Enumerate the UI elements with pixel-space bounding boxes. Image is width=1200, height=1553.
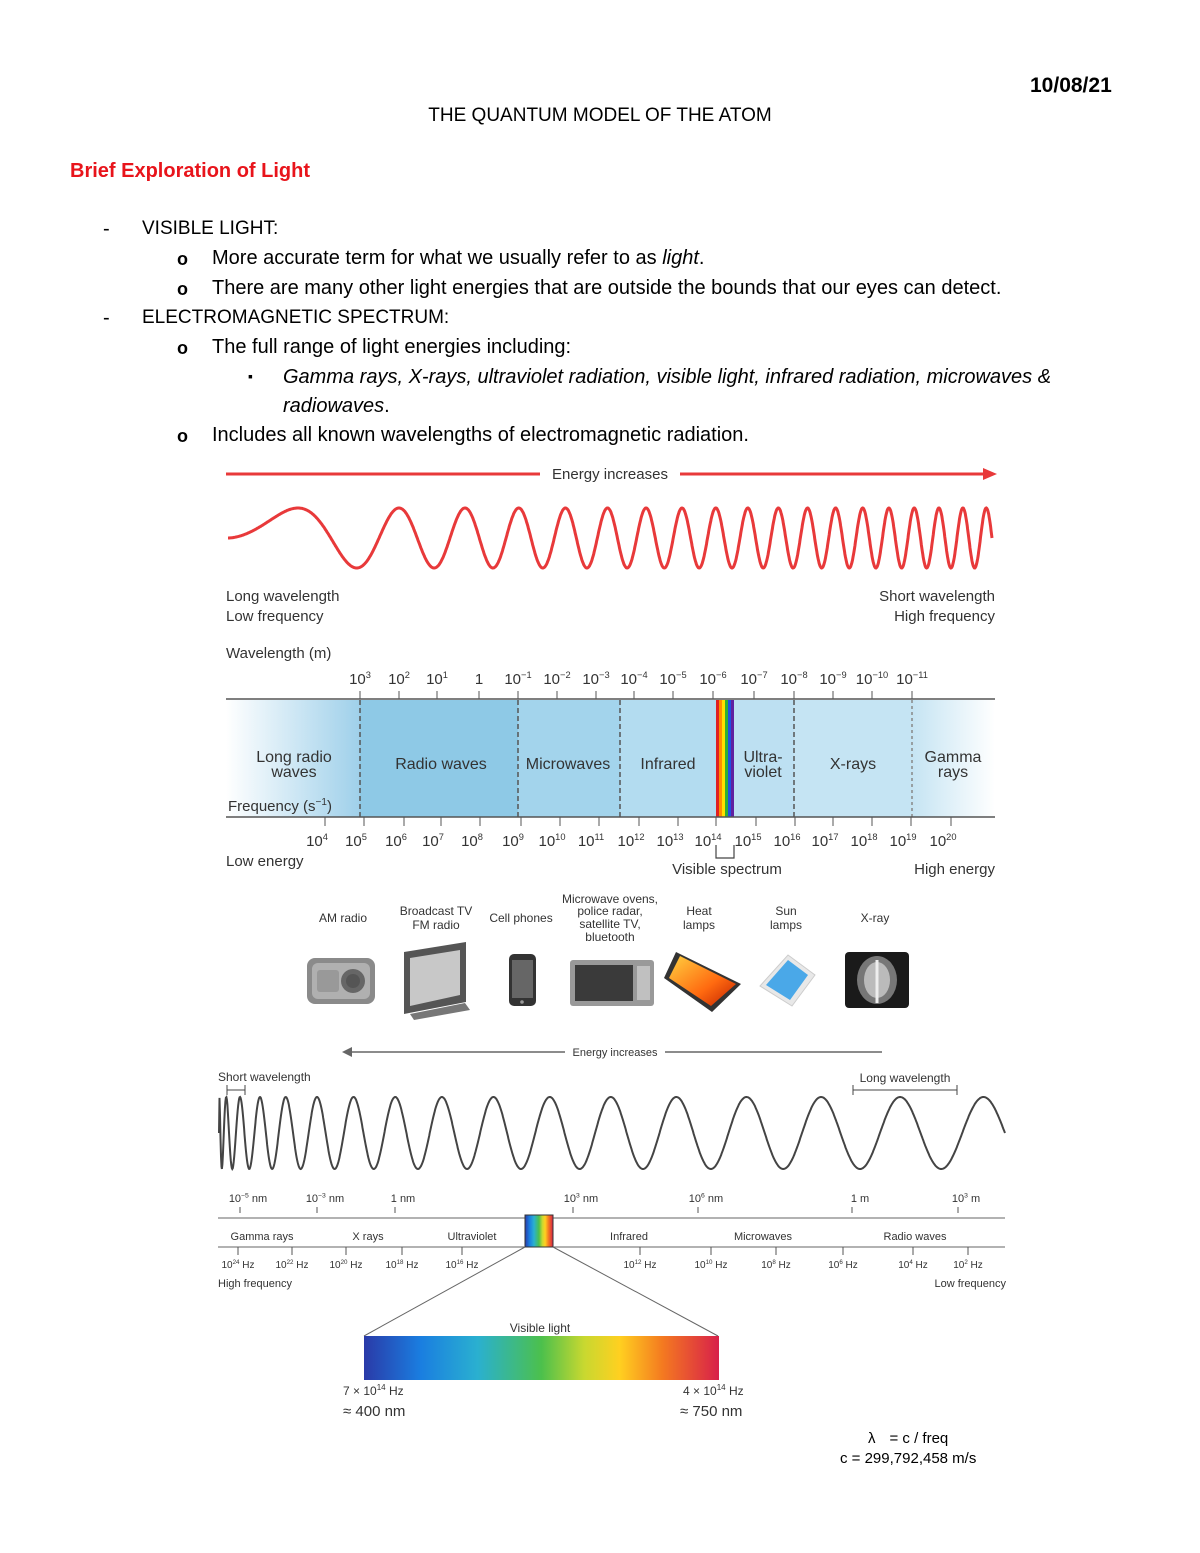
device-label-mw-1: Microwave ovens, <box>561 892 659 906</box>
frequency-tick-label: $10^2$ Hz <box>953 1259 983 1271</box>
right-freq-unit: Hz <box>725 1384 744 1398</box>
frequency-tick-label: $10^6$ <box>385 832 407 850</box>
frequency-tick-label: $10^4$ Hz <box>898 1259 928 1271</box>
visible-strip <box>525 1215 553 1247</box>
band-label-radio: Radio waves <box>883 1231 947 1243</box>
period: . <box>698 247 705 269</box>
date: 10/08/21 <box>1030 74 1112 97</box>
wavelength-tick-label: $10^3$ <box>349 670 371 688</box>
band-label-gamma-1: Gamma <box>924 749 982 766</box>
visible-light-label: Visible light <box>509 1321 571 1335</box>
arrow-head-icon <box>342 1047 352 1057</box>
frequency-tick-label: $10^8$ Hz <box>761 1259 791 1271</box>
tv-icon <box>404 942 470 1020</box>
wavelength-tick-label: $10^1$ <box>426 670 448 688</box>
band-label-xrays: X-rays <box>829 756 877 773</box>
low-frequency-label: Low frequency <box>934 1278 1006 1290</box>
high-frequency-label: High frequency <box>894 608 995 625</box>
frequency-tick-label: $10^{18}$ Hz <box>385 1259 419 1271</box>
em-bullet-1: The full range of light energies including: <box>212 336 572 358</box>
speed-of-light: c = 299,792,458 m/s <box>840 1450 977 1467</box>
frequency-tick-label: $10^{19}$ <box>889 832 917 850</box>
frequency-tick-label: $10^{15}$ <box>734 832 762 850</box>
wavelength-tick-label: $10^2$ <box>388 670 410 688</box>
frequency-tick-label: $10^9$ <box>502 832 524 850</box>
visible-light-bullet-1 <box>212 247 704 270</box>
long-wavelength-bracket <box>853 1085 957 1095</box>
heat-lamp-icon <box>664 952 741 1012</box>
frequency-tick-label: $10^5$ <box>345 832 367 850</box>
freq-axis-sup: −1 <box>315 797 327 808</box>
italic-light: light <box>662 247 699 269</box>
xray-image-icon <box>845 952 909 1008</box>
wavelength-tick-label: 1 <box>474 671 484 688</box>
low-energy-label: Low energy <box>226 853 304 870</box>
left-freq-exp: 14 <box>376 1383 386 1392</box>
short-wavelength-label: Short wavelength <box>218 1070 311 1084</box>
band-label-long-radio-1: Long radio <box>256 749 332 766</box>
high-energy-label: High energy <box>914 861 995 878</box>
wavelength-tick-label: $10^{-3}$ nm <box>305 1192 345 1205</box>
frequency-tick-label: $10^{14}$ <box>694 832 722 850</box>
frequency-tick-label: $10^{16}$ <box>773 832 801 850</box>
device-label-mw-4: bluetooth <box>585 930 635 944</box>
wavelength-tick-label: $10^{-3}$ <box>582 670 610 688</box>
frequency-tick-label: $10^{18}$ <box>850 832 878 850</box>
wavelength-tick-label: 1 m <box>850 1193 870 1205</box>
visible-light-heading: VISIBLE LIGHT: <box>142 218 279 239</box>
em-spectrum-heading: ELECTROMAGNETIC SPECTRUM: <box>142 307 450 328</box>
band-label-uv: Ultraviolet <box>447 1231 497 1243</box>
band-label-gamma: Gamma rays <box>230 1231 294 1243</box>
device-label-tv-1: Broadcast TV <box>399 904 473 918</box>
wavelength-tick-label: $10^{-5}$ <box>659 670 687 688</box>
em-spectrum-figure-2 <box>0 1035 1200 1425</box>
long-wavelength-label: Long wavelength <box>859 1071 951 1085</box>
frequency-ticks <box>306 817 956 850</box>
italic-radiowaves: radiowaves <box>283 395 385 417</box>
em-sub-bullet-line-1: Gamma rays, X-rays, ultraviolet radiation, visible light, infrared radiation, microwaves & <box>283 366 1052 388</box>
microwave-oven-icon <box>570 960 654 1006</box>
wavelength-tick-label: $10^{-11}$ <box>896 670 928 688</box>
am-radio-icon <box>307 958 375 1004</box>
bullet-o: o <box>177 279 188 299</box>
device-label-cell: Cell phones <box>489 911 553 925</box>
wavelength-tick-label: 1 nm <box>390 1193 416 1205</box>
wave-short-to-long <box>219 1097 1005 1169</box>
wavelength-tick-label: $10^{-6}$ <box>699 670 727 688</box>
freq-axis-text: Frequency (s <box>228 798 316 815</box>
wavelength-tick-label: $10^{-10}$ <box>855 670 889 688</box>
band-label-microwaves: Microwaves <box>525 756 611 773</box>
bullet-o: o <box>177 338 188 358</box>
wavelength-ticks <box>229 1193 980 1213</box>
frequency-tick-label: $10^{12}$ <box>617 832 645 850</box>
square-bullet-icon: ▪ <box>248 368 253 384</box>
right-freq-exp: 14 <box>716 1383 726 1392</box>
device-label-am-radio: AM radio <box>318 911 368 925</box>
band-label-xrays: X rays <box>352 1231 384 1243</box>
frequency-tick-label: $10^{22}$ Hz <box>275 1259 309 1271</box>
visible-light-bullet-2: There are many other light energies that are outside the bounds that our eyes can detect. <box>212 277 1002 299</box>
visible-spectrum-bracket <box>716 845 734 858</box>
wavelength-tick-label: $10^3$ m <box>951 1192 981 1205</box>
wavelength-tick-label: $10^{-5}$ nm <box>228 1192 268 1205</box>
device-label-mw-2: police radar, <box>577 904 643 918</box>
wavelength-formula <box>868 1430 948 1447</box>
device-label-heat-2: lamps <box>682 918 716 932</box>
page-title: THE QUANTUM MODEL OF THE ATOM <box>428 105 772 126</box>
device-label-sun-2: lamps <box>769 918 803 932</box>
wavelength-tick-label: $10^{-1}$ <box>504 670 532 688</box>
device-label-sun-1: Sun <box>775 904 797 918</box>
em-sub-bullet-line-2 <box>283 395 390 418</box>
frequency-tick-label: $10^{16}$ Hz <box>445 1259 479 1271</box>
band-label-radio: Radio waves <box>395 756 487 773</box>
short-wavelength-label: Short wavelength <box>879 588 995 605</box>
right-frequency <box>683 1383 744 1398</box>
arrow-head-icon <box>983 468 997 480</box>
wavelength-tick-label: $10^3$ nm <box>563 1192 599 1205</box>
high-frequency-label: High frequency <box>218 1278 292 1290</box>
lambda-symbol: λ <box>868 1430 876 1447</box>
left-wavelength: ≈ 400 nm <box>343 1403 406 1420</box>
frequency-tick-label: $10^{11}$ <box>577 832 605 850</box>
wavelength-ticks <box>349 670 928 699</box>
frequency-tick-label: $10^{10}$ <box>538 832 566 850</box>
left-frequency <box>343 1383 404 1398</box>
low-frequency-label: Low frequency <box>226 608 324 625</box>
band-label-microwaves: Microwaves <box>733 1231 793 1243</box>
dash-marker: - <box>103 218 110 240</box>
device-label-tv-2: FM radio <box>412 918 460 932</box>
right-freq-base: 4 × 10 <box>683 1384 717 1398</box>
bullet-text: More accurate term for what we usually refer to as <box>212 247 663 269</box>
band-label-infrared: Infrared <box>610 1231 648 1243</box>
band-label-infrared: Infrared <box>640 756 696 773</box>
em-spectrum-figure-1 <box>0 455 1200 1025</box>
visible-light-spectrum-bar <box>364 1336 719 1380</box>
dash-marker: - <box>103 307 110 329</box>
sun-lamp-icon <box>760 955 815 1006</box>
bullet-o: o <box>177 426 188 446</box>
frequency-tick-label: $10^{24}$ Hz <box>221 1259 255 1271</box>
wave-short-to-long <box>228 508 992 568</box>
wavelength-tick-label: $10^{-4}$ <box>620 670 648 688</box>
section-title: Brief Exploration of Light <box>70 160 310 182</box>
cell-phone-icon <box>509 954 536 1006</box>
visible-band <box>716 700 734 817</box>
frequency-tick-label: $10^6$ Hz <box>828 1259 858 1271</box>
energy-label: Energy increases <box>572 1047 658 1059</box>
frequency-tick-label: $10^8$ <box>461 832 483 850</box>
freq-axis-close: ) <box>326 798 332 815</box>
em-bullet-2: Includes all known wavelengths of electromagnetic radiation. <box>212 424 749 446</box>
frequency-tick-label: $10^{10}$ Hz <box>694 1259 728 1271</box>
band-label-gamma-2: rays <box>937 764 969 781</box>
right-wavelength: ≈ 750 nm <box>680 1403 743 1420</box>
energy-label: Energy increases <box>552 466 668 483</box>
frequency-tick-label: $10^{17}$ <box>811 832 839 850</box>
wavelength-tick-label: $10^{-8}$ <box>780 670 808 688</box>
device-label-mw-3: satellite TV, <box>579 917 641 931</box>
left-freq-unit: Hz <box>385 1384 404 1398</box>
wavelength-tick-label: $10^{-2}$ <box>543 670 571 688</box>
frequency-ticks <box>221 1247 982 1271</box>
band-label-long-radio-2: waves <box>271 764 317 781</box>
frequency-tick-label: $10^{12}$ Hz <box>623 1259 657 1271</box>
period: . <box>384 395 390 417</box>
formula-rhs: = c / freq <box>889 1430 949 1447</box>
bullet-o: o <box>177 249 188 269</box>
device-label-xray: X-ray <box>860 911 890 925</box>
device-label-heat-1: Heat <box>686 904 712 918</box>
frequency-tick-label: $10^{20}$ Hz <box>329 1259 363 1271</box>
wavelength-tick-label: $10^{-9}$ <box>819 670 847 688</box>
frequency-tick-label: $10^{13}$ <box>656 832 684 850</box>
left-freq-base: 7 × 10 <box>343 1384 377 1398</box>
wavelength-tick-label: $10^{-7}$ <box>740 670 768 688</box>
visible-spectrum-label: Visible spectrum <box>672 861 782 878</box>
short-wavelength-bracket <box>227 1085 245 1095</box>
band-label-uv-2: violet <box>744 764 782 781</box>
frequency-tick-label: $10^4$ <box>306 832 328 850</box>
wavelength-axis-label: Wavelength (m) <box>226 645 332 662</box>
band-label-uv-1: Ultra- <box>743 749 783 766</box>
wavelength-tick-label: $10^6$ nm <box>688 1192 724 1205</box>
frequency-tick-label: $10^7$ <box>422 832 444 850</box>
frequency-tick-label: $10^{20}$ <box>929 832 957 850</box>
long-wavelength-label: Long wavelength <box>226 588 340 605</box>
